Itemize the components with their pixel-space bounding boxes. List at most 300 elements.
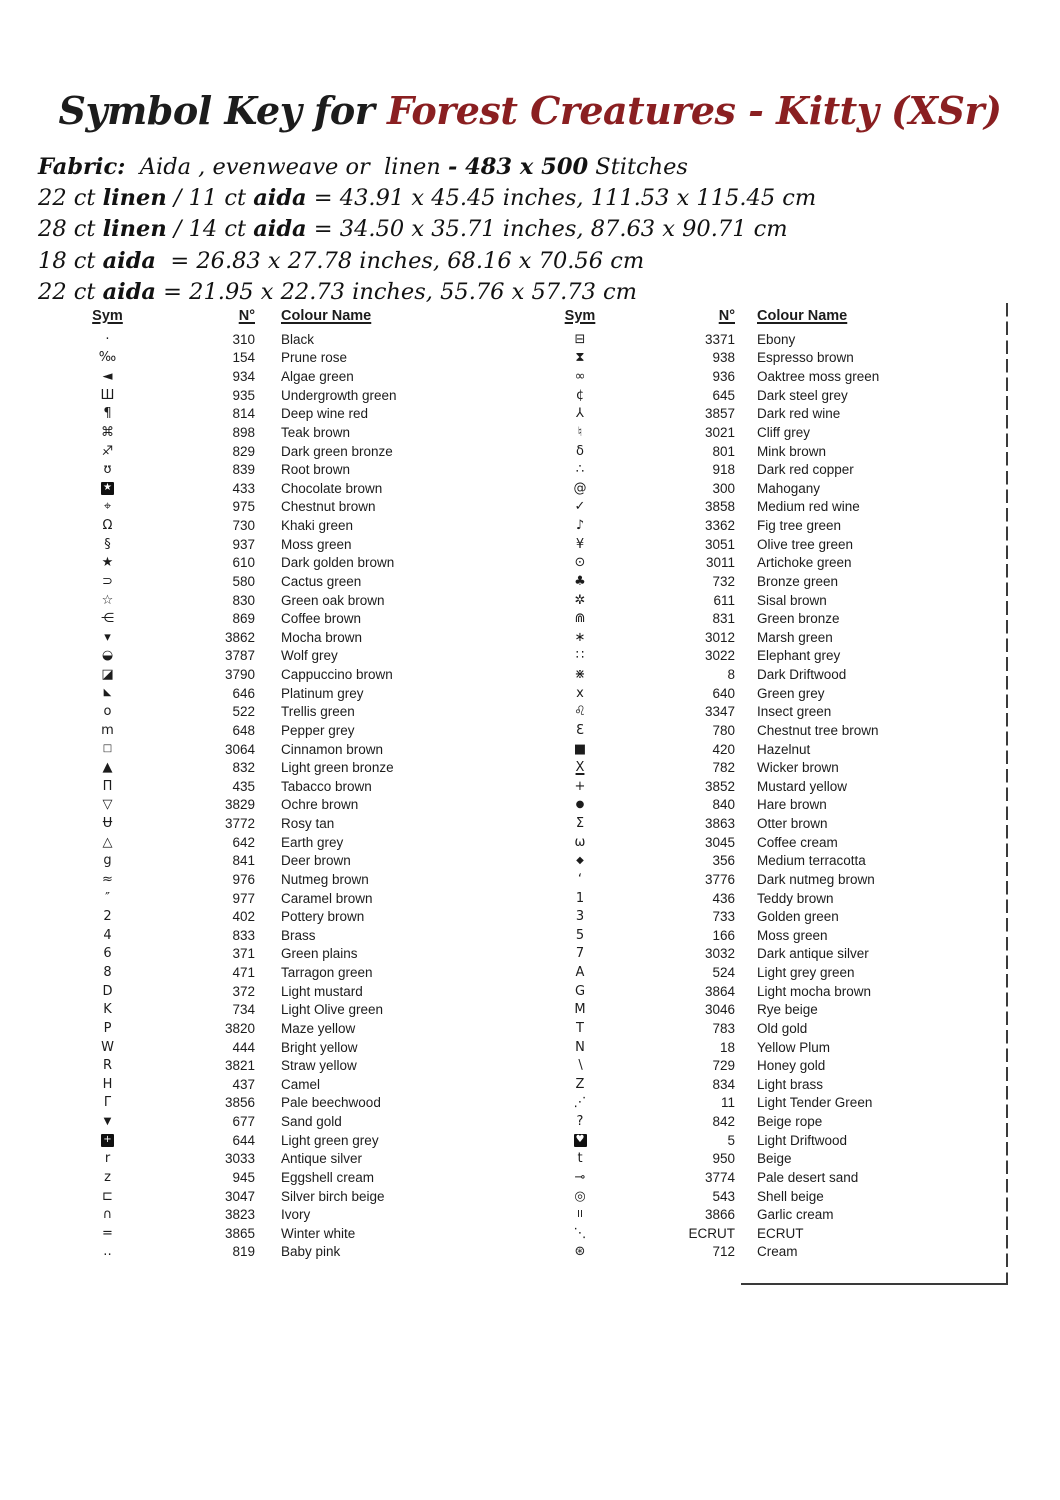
symbol-cell — [545, 1245, 615, 1258]
table-row — [60, 684, 480, 703]
header-number: N° — [238, 308, 255, 324]
floss-number-cell: 444 — [232, 1039, 255, 1055]
colour-name-cell: Light Driftwood — [757, 1132, 848, 1148]
symbol-cell — [60, 798, 155, 811]
symbol-cell — [60, 370, 155, 383]
floss-number-cell: 471 — [232, 965, 255, 981]
table-row — [545, 1038, 1008, 1057]
colour-name-cell: Pale desert sand — [757, 1169, 859, 1185]
colour-name-cell: Light mustard — [281, 983, 363, 999]
stitch-symbol: ◣ — [103, 687, 112, 699]
stitch-symbol: t — [577, 1151, 583, 1167]
stitch-symbol: ω — [574, 834, 586, 850]
table-row — [60, 1187, 480, 1206]
symbol-cell — [545, 910, 615, 923]
table-row — [545, 926, 1008, 945]
symbol-cell — [60, 463, 155, 476]
stitch-symbol: ? — [576, 1114, 584, 1130]
floss-number-cell: 819 — [232, 1244, 255, 1260]
floss-number-cell: 3021 — [704, 424, 735, 440]
fabric-line: 22 ct linen / 11 ct aida = 43.91 x 45.45 inches, 111.53 x 115.45 cm — [38, 185, 817, 212]
stitch-symbol: ▲ — [102, 760, 113, 776]
colour-name-cell: Pepper grey — [281, 722, 355, 738]
colour-name-cell: Deer brown — [281, 853, 351, 869]
stitch-symbol: ▽ — [102, 797, 113, 813]
floss-number-cell: 976 — [232, 871, 255, 887]
colour-name-cell: Ochre brown — [281, 797, 359, 813]
floss-number-cell: 934 — [232, 369, 255, 385]
symbol-cell — [60, 500, 155, 513]
table-row — [60, 796, 480, 815]
symbol-cell — [60, 668, 155, 681]
stitch-symbol: ″ — [105, 890, 110, 906]
page-title — [0, 88, 1060, 133]
colour-name-cell: Elephant grey — [757, 648, 841, 664]
table-row — [545, 796, 1008, 815]
symbol-cell — [60, 892, 155, 905]
symbol-cell — [545, 1096, 615, 1109]
floss-number-cell: 3857 — [704, 406, 735, 422]
table-row — [545, 609, 1008, 628]
symbol-cell — [60, 519, 155, 532]
table-row — [60, 982, 480, 1001]
table-row — [545, 963, 1008, 982]
stitch-symbol: G — [574, 983, 586, 999]
symbol-cell — [60, 556, 155, 569]
colour-name-cell: Sisal brown — [757, 592, 827, 608]
symbol-cell — [60, 1227, 155, 1240]
floss-number-cell: 372 — [232, 983, 255, 999]
stitch-symbol: Π — [102, 778, 113, 794]
colour-name-cell: Dark red wine — [757, 406, 841, 422]
stitch-symbol: ♥ — [574, 1134, 587, 1147]
table-row — [60, 479, 480, 498]
floss-number-cell: 3776 — [704, 871, 735, 887]
floss-number-cell: 780 — [712, 722, 735, 738]
colour-name-cell: Golden green — [757, 909, 839, 925]
colour-name-cell: Bright yellow — [281, 1039, 358, 1055]
table-row — [60, 1056, 480, 1075]
floss-number-cell: 839 — [232, 462, 255, 478]
floss-number-cell: 154 — [232, 350, 255, 366]
colour-name-cell: Old gold — [757, 1020, 808, 1036]
colour-name-cell: Sand gold — [281, 1114, 342, 1130]
symbol-cell — [60, 1245, 155, 1258]
fabric-line: 22 ct aida = 21.95 x 22.73 inches, 55.76 x 57.73 cm — [38, 278, 637, 305]
table-row — [60, 1243, 480, 1262]
floss-number-cell: 3852 — [704, 778, 735, 794]
floss-number-cell: 3371 — [704, 331, 735, 347]
table-row — [60, 460, 480, 479]
table-row — [60, 367, 480, 386]
floss-number-cell: 18 — [719, 1039, 735, 1055]
table-row — [545, 1094, 1008, 1113]
symbol-cell — [545, 556, 615, 569]
colour-name-cell: Maze yellow — [281, 1020, 356, 1036]
table-row — [545, 945, 1008, 964]
table-row — [60, 777, 480, 796]
symbol-cell — [60, 1003, 155, 1016]
stitch-symbol: ¢ — [575, 387, 585, 403]
floss-number-cell: 677 — [232, 1114, 255, 1130]
stitch-symbol: ⋇ — [574, 667, 586, 683]
table-row — [545, 498, 1008, 517]
floss-number-cell: 729 — [712, 1058, 735, 1074]
table-row — [545, 703, 1008, 722]
colour-name-cell: Pale beechwood — [281, 1095, 381, 1111]
table-row — [60, 591, 480, 610]
stitch-symbol: ⋒ — [574, 611, 586, 627]
symbol-cell — [60, 836, 155, 849]
table-row — [60, 945, 480, 964]
fabric-info — [38, 152, 816, 308]
stitch-symbol: ʻ — [577, 871, 583, 887]
floss-number-cell: 433 — [232, 480, 255, 496]
symbol-cell — [60, 854, 155, 867]
floss-number-cell: 3033 — [224, 1151, 255, 1167]
table-row — [545, 684, 1008, 703]
right-margin-dashed-line — [1006, 303, 1008, 1283]
floss-number-cell: 918 — [712, 462, 735, 478]
symbol-cell — [60, 1041, 155, 1054]
table-row — [545, 628, 1008, 647]
colour-name-cell: Dark Driftwood — [757, 667, 847, 683]
table-row — [60, 1019, 480, 1038]
floss-number-cell: 829 — [232, 443, 255, 459]
floss-number-cell: 832 — [232, 760, 255, 776]
colour-name-cell: Dark antique silver — [757, 946, 869, 962]
table-row — [545, 591, 1008, 610]
colour-name-cell: Straw yellow — [281, 1058, 357, 1074]
symbol-cell — [545, 1059, 615, 1072]
table-row — [60, 926, 480, 945]
colour-name-cell: Hazelnut — [757, 741, 811, 757]
floss-number-cell: 642 — [232, 834, 255, 850]
stitch-symbol: ♣ — [574, 573, 586, 589]
table-row — [545, 1168, 1008, 1187]
stitch-symbol: 1 — [575, 890, 585, 906]
colour-name-cell: Platinum grey — [281, 685, 364, 701]
stitch-symbol: z — [104, 1169, 111, 1185]
colour-name-cell: Fig tree green — [757, 518, 842, 534]
colour-name-cell: Chestnut tree brown — [757, 722, 879, 738]
colour-name-cell: Dark steel grey — [757, 387, 848, 403]
symbol-cell — [545, 631, 615, 644]
table-body-right — [545, 330, 1008, 1261]
table-row — [545, 814, 1008, 833]
table-row — [545, 330, 1008, 349]
symbol-cell — [545, 1003, 615, 1016]
floss-number-cell: 371 — [232, 946, 255, 962]
floss-number-cell: 580 — [232, 573, 255, 589]
floss-number-cell: 640 — [712, 685, 735, 701]
floss-number-cell: 841 — [232, 853, 255, 869]
stitch-symbol: ✲ — [574, 592, 586, 608]
table-row — [60, 703, 480, 722]
stitch-symbol: P — [103, 1020, 112, 1036]
table-row — [545, 889, 1008, 908]
floss-number-cell: 945 — [232, 1169, 255, 1185]
floss-number-cell: 3022 — [704, 648, 735, 664]
table-row — [60, 1205, 480, 1224]
symbol-cell — [545, 836, 615, 849]
symbol-cell — [545, 800, 615, 810]
symbol-cell — [60, 445, 155, 458]
colour-name-cell: Tabacco brown — [281, 778, 372, 794]
floss-number-cell: 3856 — [224, 1095, 255, 1111]
symbol-cell — [545, 519, 615, 532]
floss-number-cell: 436 — [712, 890, 735, 906]
colour-name-cell: Beige rope — [757, 1114, 823, 1130]
floss-number-cell: 3047 — [224, 1188, 255, 1204]
table-row — [545, 1150, 1008, 1169]
stitch-symbol: 7 — [575, 946, 585, 962]
symbol-cell — [60, 910, 155, 923]
symbol-cell — [545, 370, 615, 383]
floss-number-cell: 937 — [232, 536, 255, 552]
floss-number-cell: 3051 — [704, 536, 735, 552]
table-row — [60, 889, 480, 908]
table-row — [60, 1131, 480, 1150]
floss-number-cell: 3858 — [704, 499, 735, 515]
stitch-symbol: ‰ — [98, 350, 117, 366]
symbol-cell — [60, 575, 155, 588]
table-row — [60, 386, 480, 405]
stitch-symbol: x — [576, 685, 584, 701]
stitch-symbol: ∴ — [575, 462, 585, 478]
floss-number-cell: 898 — [232, 424, 255, 440]
floss-number-cell: 610 — [232, 555, 255, 571]
symbol-cell — [60, 947, 155, 960]
symbol-cell — [545, 426, 615, 439]
colour-name-cell: Caramel brown — [281, 890, 373, 906]
symbol-cell — [545, 668, 615, 681]
table-row — [60, 1168, 480, 1187]
table-row — [545, 1075, 1008, 1094]
colour-name-cell: Root brown — [281, 462, 351, 478]
table-row — [60, 330, 480, 349]
floss-number-cell: 950 — [712, 1151, 735, 1167]
colour-name-cell: Coffee cream — [757, 834, 838, 850]
symbol-cell — [545, 966, 615, 979]
stitch-symbol: ★ — [101, 482, 114, 495]
title-project-name: Forest Creatures - Kitty (XSr) — [386, 88, 1002, 133]
symbol-cell — [60, 929, 155, 942]
symbol-cell — [60, 966, 155, 979]
floss-number-cell: 644 — [232, 1132, 255, 1148]
stitch-symbol: ⅄ — [576, 406, 584, 422]
colour-name-cell: Green grey — [757, 685, 825, 701]
symbol-cell — [545, 575, 615, 588]
symbol-cell — [60, 594, 155, 607]
table-row — [60, 963, 480, 982]
stitch-symbol: Ш — [100, 387, 115, 403]
colour-name-cell: Green bronze — [757, 611, 840, 627]
table-row — [60, 1150, 480, 1169]
floss-number-cell: 3011 — [705, 555, 735, 571]
floss-number-cell: 356 — [712, 853, 735, 869]
floss-number-cell: 648 — [232, 722, 255, 738]
floss-number-cell: 645 — [712, 387, 735, 403]
floss-number-cell: 814 — [232, 406, 255, 422]
colour-name-cell: Chestnut brown — [281, 499, 376, 515]
symbol-table-left — [60, 308, 480, 1261]
floss-number-cell: 524 — [712, 965, 735, 981]
stitch-symbol: = — [102, 1225, 113, 1241]
colour-name-cell: Artichoke green — [757, 555, 852, 571]
colour-name-cell: Medium red wine — [757, 499, 860, 515]
floss-number-cell: 3362 — [704, 518, 735, 534]
stitch-symbol: T — [576, 1020, 584, 1036]
colour-name-cell: Cliff grey — [757, 424, 811, 440]
floss-number-cell: 437 — [232, 1076, 255, 1092]
symbol-cell — [545, 873, 615, 886]
symbol-table-right — [545, 308, 1008, 1261]
colour-name-cell: Teak brown — [281, 424, 351, 440]
floss-number-cell: 3820 — [224, 1020, 255, 1036]
colour-name-cell: Earth grey — [281, 834, 344, 850]
table-row — [545, 665, 1008, 684]
symbol-cell — [60, 426, 155, 439]
colour-name-cell: Undergrowth green — [281, 387, 397, 403]
stitch-symbol: § — [104, 536, 111, 552]
symbol-cell — [545, 594, 615, 607]
stitch-symbol: ⋰ — [573, 1095, 587, 1111]
stitch-symbol: ¥ — [575, 536, 585, 552]
stitch-symbol: ⊟ — [574, 331, 586, 347]
colour-name-cell: Cream — [757, 1244, 798, 1260]
floss-number-cell: 300 — [712, 480, 735, 496]
floss-number-cell: 732 — [712, 573, 735, 589]
table-row — [60, 1075, 480, 1094]
stitch-symbol: δ — [576, 443, 584, 459]
colour-name-cell: Baby pink — [281, 1244, 341, 1260]
stitch-symbol: ⊸ — [574, 1169, 586, 1185]
floss-number-cell: 783 — [712, 1020, 735, 1036]
symbol-cell — [60, 1059, 155, 1072]
symbol-cell — [545, 985, 615, 998]
floss-number-cell: 3772 — [224, 816, 255, 832]
table-row — [60, 1094, 480, 1113]
stitch-symbol: Ʉ — [102, 816, 113, 832]
fabric-line: Fabric: Aida , evenweave or linen - 483 x 500 Stitches — [38, 154, 688, 180]
floss-number-cell: 3046 — [704, 1002, 735, 1018]
colour-name-cell: Dark red copper — [757, 462, 854, 478]
stitch-symbol: ⋱ — [573, 1225, 587, 1241]
symbol-cell — [60, 1022, 155, 1035]
symbol-cell — [60, 389, 155, 402]
floss-number-cell: 3045 — [704, 834, 735, 850]
colour-name-cell: Mink brown — [757, 443, 827, 459]
symbol-cell — [60, 333, 155, 346]
symbol-cell — [545, 1134, 615, 1147]
symbol-cell — [60, 351, 155, 364]
symbol-cell — [60, 1078, 155, 1091]
symbol-cell — [545, 743, 615, 756]
stitch-symbol: R — [102, 1058, 113, 1074]
floss-number-cell: 3347 — [704, 704, 735, 720]
table-row — [545, 479, 1008, 498]
table-row — [545, 367, 1008, 386]
stitch-symbol: ◆ — [576, 854, 584, 866]
colour-name-cell: Bronze green — [757, 573, 839, 589]
symbol-cell — [60, 649, 155, 662]
colour-name-cell: Shell beige — [757, 1188, 824, 1204]
table-row — [60, 628, 480, 647]
colour-name-cell: Cactus green — [281, 573, 362, 589]
colour-name-cell: Espresso brown — [757, 350, 854, 366]
symbol-cell — [545, 687, 615, 700]
stitch-symbol: D — [102, 983, 113, 999]
header-sym: Sym — [92, 308, 123, 324]
colour-name-cell: Khaki green — [281, 518, 354, 534]
stitch-symbol: 2 — [103, 909, 112, 925]
table-row — [545, 386, 1008, 405]
table-row — [60, 721, 480, 740]
symbol-cell — [60, 817, 155, 830]
table-row — [60, 405, 480, 424]
floss-number-cell: 938 — [712, 350, 735, 366]
floss-number-cell: 834 — [712, 1076, 735, 1092]
colour-name-cell: Light Olive green — [281, 1002, 384, 1018]
symbol-cell — [545, 856, 615, 866]
colour-name-cell: Black — [281, 331, 315, 347]
stitch-symbol: ⌘ — [101, 424, 114, 440]
table-row — [60, 554, 480, 573]
colour-name-cell: Honey gold — [757, 1058, 826, 1074]
stitch-symbol: II — [577, 1208, 583, 1220]
colour-name-cell: Oaktree moss green — [757, 369, 880, 385]
floss-number-cell: 5 — [727, 1132, 735, 1148]
symbol-cell — [60, 1190, 155, 1203]
stitch-symbol: ⊛ — [574, 1244, 586, 1260]
colour-name-cell: ECRUT — [757, 1225, 804, 1241]
stitch-symbol: ∗ — [574, 629, 586, 645]
colour-name-cell: Wolf grey — [281, 648, 338, 664]
floss-number-cell: 3790 — [224, 667, 255, 683]
floss-number-cell: 734 — [232, 1002, 255, 1018]
floss-number-cell: 3862 — [224, 629, 255, 645]
symbol-cell — [60, 724, 155, 737]
symbol-cell — [545, 407, 615, 420]
symbol-cell — [60, 1208, 155, 1221]
floss-number-cell: 3863 — [704, 816, 735, 832]
stitch-symbol: X — [575, 760, 585, 776]
colour-name-cell: Brass — [281, 927, 316, 943]
stitch-symbol: ⋲ — [101, 611, 114, 627]
stitch-symbol: m — [101, 722, 114, 738]
symbol-cell — [545, 445, 615, 458]
table-row — [60, 423, 480, 442]
floss-number-cell: 611 — [713, 592, 735, 608]
stitch-symbol: ■ — [573, 741, 587, 757]
floss-number-cell: 435 — [232, 778, 255, 794]
symbol-cell — [545, 705, 615, 718]
symbol-cell — [545, 1022, 615, 1035]
table-row — [60, 1112, 480, 1131]
header-colour-name: Colour Name — [281, 308, 372, 324]
table-row — [545, 1205, 1008, 1224]
table-row — [545, 423, 1008, 442]
symbol-cell — [60, 482, 155, 495]
table-row — [60, 665, 480, 684]
stitch-symbol: ☆ — [101, 592, 114, 608]
floss-number-cell: 730 — [232, 518, 255, 534]
floss-number-cell: 3032 — [704, 946, 735, 962]
floss-number-cell: 801 — [712, 443, 735, 459]
table-row — [60, 870, 480, 889]
symbol-cell — [60, 1117, 155, 1127]
